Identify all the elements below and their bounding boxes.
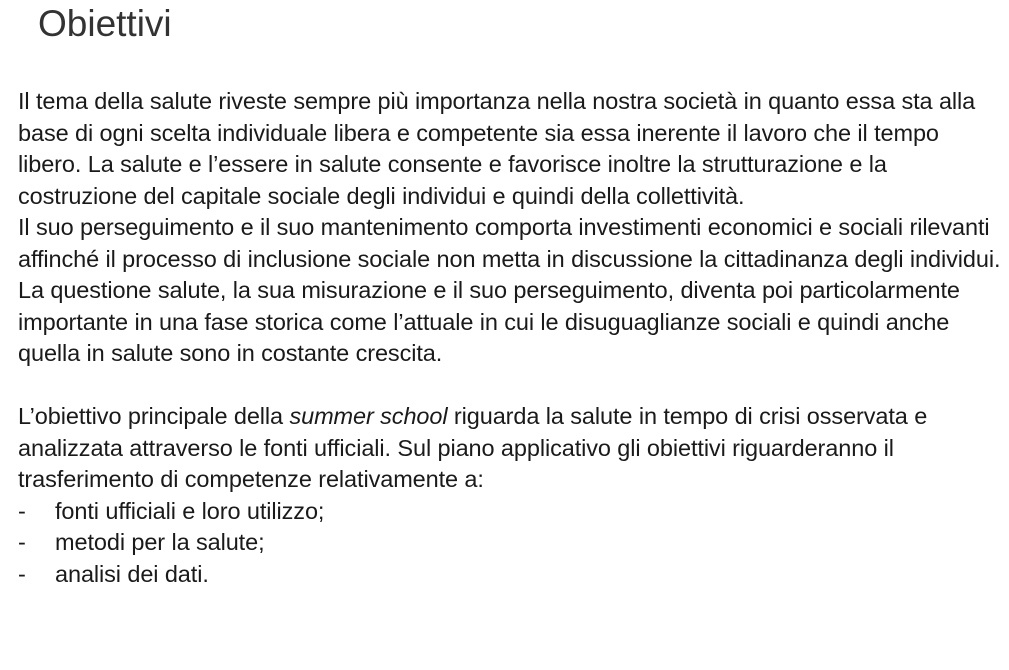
list-item-text: analisi dei dati. bbox=[55, 560, 209, 587]
summer-school-emphasis: summer school bbox=[289, 403, 448, 429]
list-item bbox=[18, 496, 1003, 528]
list-item-text: metodi per la salute; bbox=[55, 529, 265, 555]
paragraph-main-objective bbox=[18, 401, 1003, 496]
objective-text-start: L’obiettivo principale della bbox=[18, 403, 290, 429]
paragraph-pursuit-maintenance: Il suo perseguimento e il suo mantenimento comporta investimenti economici e sociali rilevanti affinché il processo di inclusione sociale non metta in discussione la cittadinanza degli individui. bbox=[18, 214, 1001, 272]
paragraph-health-importance: Il tema della salute riveste sempre più importanza nella nostra società in quanto essa sta alla base di ogni scelta individuale libera e competente sia essa inerente il lavoro che il tempo libero. La salute e l’essere in salute consente e favorisce inoltre la strutturazione e la costruzione del capitale sociale degli individui e quindi della collettività. bbox=[18, 88, 976, 209]
bullet-dash: - bbox=[18, 497, 26, 524]
bullet-dash: - bbox=[18, 560, 26, 587]
paragraph-gap bbox=[18, 370, 1003, 402]
list-item bbox=[18, 527, 1003, 559]
paragraph-health-question: La questione salute, la sua misurazione e il suo perseguimento, diventa poi particolarmente importante in una fase storica come l’attuale in cui le disuguaglianze sociali e quindi anche quella in salute sono in costante crescita. bbox=[18, 277, 960, 366]
objective-text-end: riguarda la salute in tempo di crisi osservata e analizzata attraverso le fonti ufficiali. Sul piano applicativo gli obiettivi riguarderanno il trasferimento di competenze relativamente a: bbox=[18, 403, 928, 492]
objectives-list bbox=[18, 496, 1003, 591]
page-title: Obiettivi bbox=[38, 3, 172, 44]
body-text bbox=[18, 86, 1003, 590]
list-item bbox=[18, 559, 1003, 591]
bullet-dash: - bbox=[18, 529, 26, 555]
list-item-text: fonti ufficiali e loro utilizzo; bbox=[55, 497, 325, 524]
